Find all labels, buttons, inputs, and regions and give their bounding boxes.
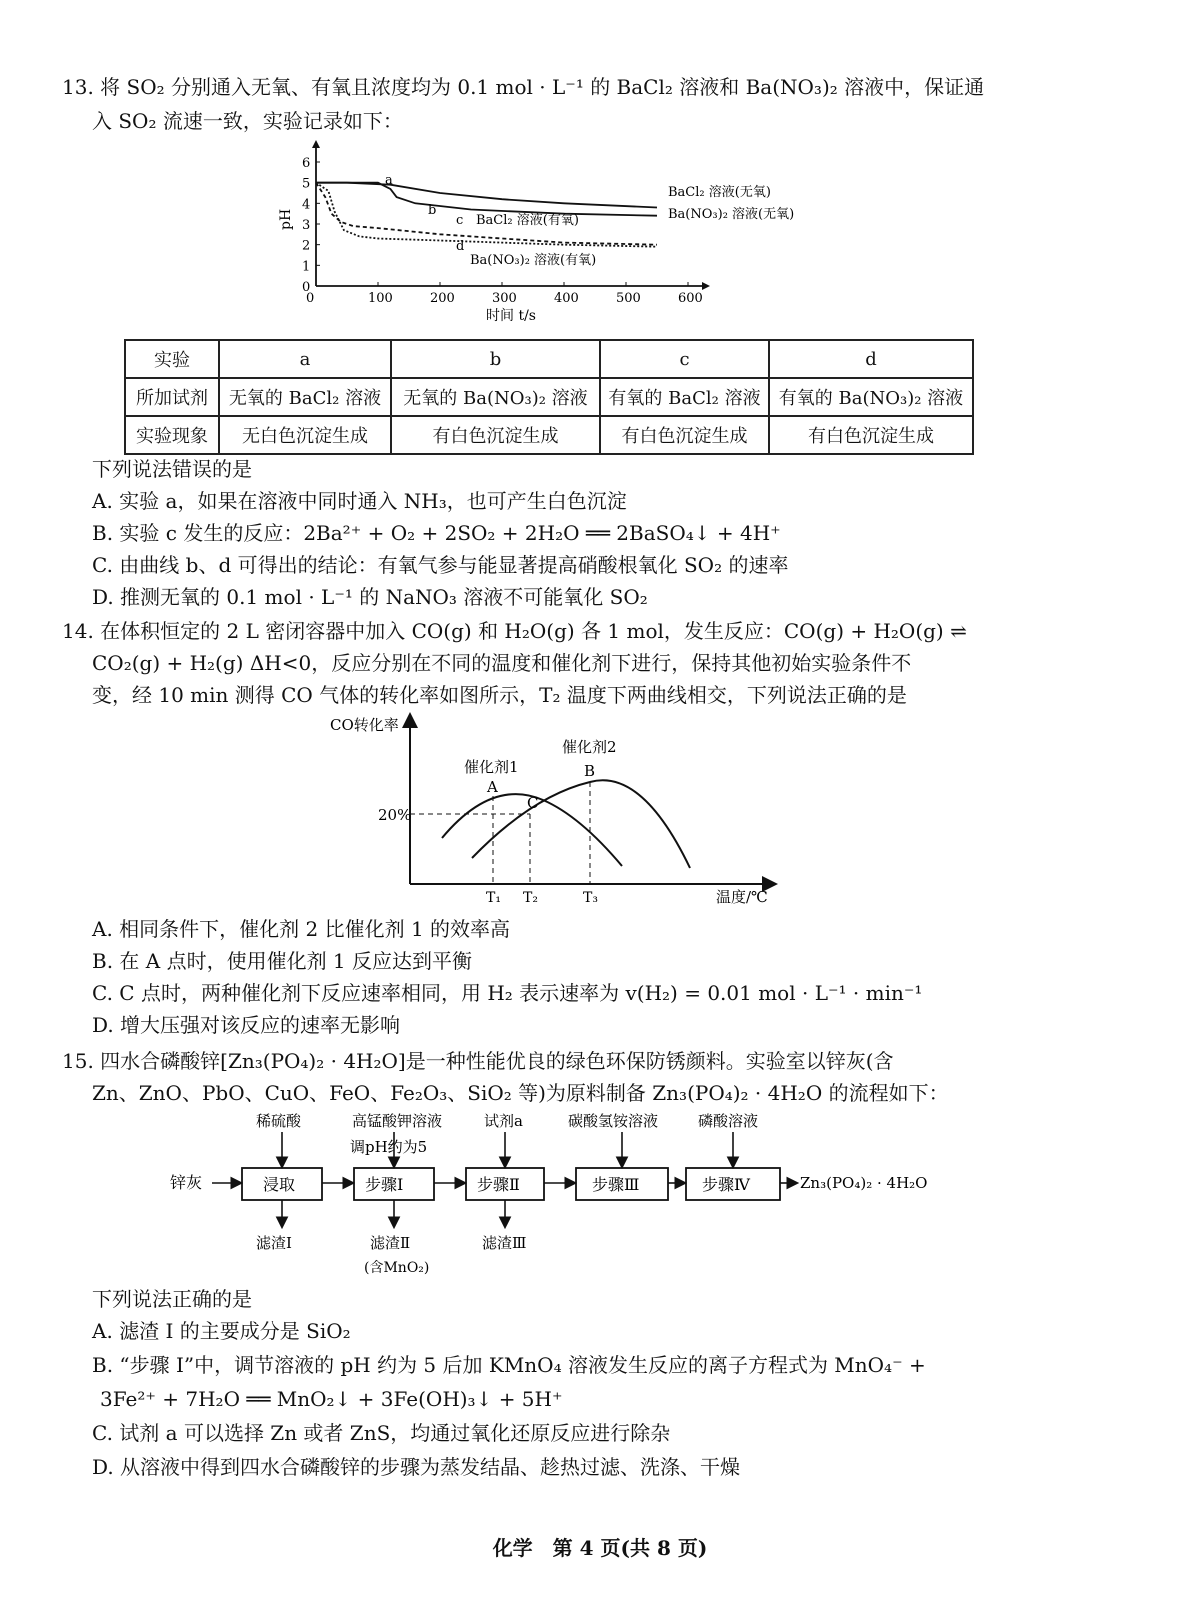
point-label-b: B [584, 762, 596, 780]
x-tick-label-t1: T₁ [486, 890, 501, 906]
flow-box-label: 浸取 [263, 1175, 296, 1194]
y-tick-label: 3 [302, 218, 311, 233]
q15-stem-line1: 15. 四水合磷酸锌[Zn₃(PO₄)₂ · 4H₂O]是一种性能优良的绿色环保防锈颜料。实验室以锌灰(含 [62, 1049, 894, 1073]
y-tick-label: 1 [302, 259, 311, 275]
flow-residue-1: 滤渣Ⅰ [256, 1234, 292, 1252]
series-line-b [316, 183, 657, 216]
x-tick-label-t2: T₂ [523, 890, 538, 906]
flow-input-kmno4: 高锰酸钾溶液 [352, 1112, 443, 1130]
table-cell: 无氧的 Ba(NO₃)₂ 溶液 [391, 378, 600, 416]
series-letter-b: b [428, 203, 437, 218]
series-label-catalyst2: 催化剂2 [562, 738, 617, 756]
q15-option-b: B. “步骤 Ⅰ”中，调节溶液的 pH 约为 5 后加 KMnO₄ 溶液发生反应的离子方程式为 MnO₄⁻ + [92, 1353, 926, 1377]
process-flow-diagram [160, 1108, 1000, 1280]
series-name-b: Ba(NO₃)₂ 溶液(无氧) [668, 207, 795, 222]
q15-option-c: C. 试剂 a 可以选择 Zn 或者 ZnS，均通过氧化还原反应进行除杂 [92, 1421, 671, 1445]
flow-input-h3po4: 磷酸溶液 [698, 1112, 759, 1130]
flow-input-reagent-a: 试剂a [484, 1112, 523, 1130]
q15-option-a: A. 滤渣 Ⅰ 的主要成分是 SiO₂ [92, 1319, 351, 1343]
q13-stem-line2: 入 SO₂ 流速一致，实验记录如下： [92, 109, 403, 133]
y-tick-label: 0 [302, 280, 311, 295]
q13-option-c: C. 由曲线 b、d 可得出的结论：有氧气参与能显著提高硝酸根氧化 SO₂ 的速率 [92, 553, 789, 577]
series-letter-c: c [456, 213, 464, 228]
q13-prompt: 下列说法错误的是 [92, 457, 252, 481]
table-cell: 实验现象 [125, 416, 219, 454]
q14-option-b: B. 在 A 点时，使用催化剂 1 反应达到平衡 [92, 949, 473, 973]
series-label-catalyst1: 催化剂1 [464, 758, 519, 776]
point-label-c: C [527, 794, 539, 812]
table-cell: 有白色沉淀生成 [769, 416, 973, 454]
flow-residue-3: 滤渣Ⅲ [482, 1234, 527, 1252]
q15-prompt: 下列说法正确的是 [92, 1287, 252, 1311]
table-header-row [125, 340, 973, 378]
q14-stem-line3: 变，经 10 min 测得 CO 气体的转化率如图所示，T₂ 温度下两曲线相交，下列说法正确的是 [92, 683, 907, 707]
q15-option-d: D. 从溶液中得到四水合磷酸锌的步骤为蒸发结晶、趁热过滤、洗涤、干燥 [92, 1455, 741, 1479]
table-cell: b [391, 340, 600, 378]
series-letter-a: a [385, 173, 393, 188]
table-cell: 有氧的 BaCl₂ 溶液 [600, 378, 769, 416]
q13-option-a: A. 实验 a，如果在溶液中同时通入 NH₃，也可产生白色沉淀 [92, 489, 627, 513]
x-tick-label: 500 [616, 291, 641, 306]
table-cell: c [600, 340, 769, 378]
table-cell: 无白色沉淀生成 [219, 416, 391, 454]
x-axis-label: 温度/℃ [716, 888, 768, 906]
q15-option-b-cont: 3Fe²⁺ + 7H₂O ══ MnO₂↓ + 3Fe(OH)₃↓ + 5H⁺ [100, 1387, 563, 1411]
flow-start-label: 锌灰 [170, 1173, 203, 1192]
ph-time-chart [270, 140, 830, 330]
y-tick-label: 20% [378, 806, 412, 824]
y-tick-label: 2 [302, 238, 311, 254]
series-name-c: BaCl₂ 溶液(有氧) [476, 213, 579, 228]
flow-residue-2-note: (含MnO₂) [364, 1260, 430, 1276]
table-row [125, 416, 973, 454]
q14-stem-line1: 14. 在体积恒定的 2 L 密闭容器中加入 CO(g) 和 H₂O(g) 各 1 mol，发生反应：CO(g) + H₂O(g) ⇌ [62, 619, 967, 643]
y-tick-label: 6 [302, 156, 311, 171]
table-cell: 有白色沉淀生成 [391, 416, 600, 454]
y-tick-label: 4 [302, 197, 311, 213]
x-axis-arrow [702, 282, 710, 290]
x-tick-label-t3: T₃ [583, 890, 598, 906]
co-conversion-chart [330, 712, 790, 908]
flow-box-label: 步骤Ⅳ [702, 1175, 750, 1194]
x-tick-label: 600 [678, 291, 703, 306]
x-tick-label: 200 [430, 291, 455, 306]
table-cell: 有氧的 Ba(NO₃)₂ 溶液 [769, 378, 973, 416]
y-axis-label: CO转化率 [330, 716, 399, 734]
table-cell: d [769, 340, 973, 378]
flow-input-nh4hco3: 碳酸氢铵溶液 [568, 1112, 659, 1130]
x-tick-label: 0 [306, 291, 315, 306]
table-cell: 所加试剂 [125, 378, 219, 416]
flow-box-label: 步骤Ⅲ [592, 1175, 640, 1194]
series-line-a [316, 183, 657, 208]
q14-option-a: A. 相同条件下，催化剂 2 比催化剂 1 的效率高 [92, 917, 511, 941]
q13-stem-line1: 13. 将 SO₂ 分别通入无氧、有氧且浓度均为 0.1 mol · L⁻¹ 的 BaCl₂ 溶液和 Ba(NO₃)₂ 溶液中，保证通 [62, 75, 985, 99]
q14-stem-line2: CO₂(g) + H₂(g) ΔH<0，反应分别在不同的温度和催化剂下进行，保持其他初始实验条件不 [92, 651, 912, 675]
series-name-d: Ba(NO₃)₂ 溶液(有氧) [470, 253, 597, 268]
table-cell: 实验 [125, 340, 219, 378]
table-cell: a [219, 340, 391, 378]
q15-stem-line2: Zn、ZnO、PbO、CuO、FeO、Fe₂O₃、SiO₂ 等)为原料制备 Zn₃(PO₄)₂ · 4H₂O 的流程如下： [92, 1081, 949, 1105]
experiment-table [124, 339, 974, 455]
flow-input-dilute-acid: 稀硫酸 [256, 1112, 302, 1130]
series-name-a: BaCl₂ 溶液(无氧) [668, 185, 771, 200]
x-tick-label: 400 [554, 291, 579, 306]
flow-box-label: 步骤Ⅰ [365, 1175, 404, 1194]
x-tick-label: 300 [492, 291, 517, 306]
y-axis-label: pH [278, 208, 294, 230]
x-axis-label: 时间 t/s [486, 308, 536, 324]
y-axis-arrow [312, 140, 320, 148]
flow-input-ph: 调pH约为5 [350, 1138, 428, 1156]
flow-residue-2: 滤渣Ⅱ [370, 1234, 411, 1252]
q14-option-d: D. 增大压强对该反应的速率无影响 [92, 1013, 401, 1037]
table-cell: 有白色沉淀生成 [600, 416, 769, 454]
flow-product-label: Zn₃(PO₄)₂ · 4H₂O [800, 1174, 928, 1192]
point-label-a: A [487, 778, 498, 796]
flow-box-label: 步骤Ⅱ [477, 1175, 520, 1194]
q13-option-b: B. 实验 c 发生的反应：2Ba²⁺ + O₂ + 2SO₂ + 2H₂O ══ 2BaSO₄↓ + 4H⁺ [92, 521, 781, 545]
q13-option-d: D. 推测无氧的 0.1 mol · L⁻¹ 的 NaNO₃ 溶液不可能氧化 SO₂ [92, 585, 648, 609]
page-footer: 化学 第 4 页(共 8 页) [492, 1536, 708, 1560]
table-row [125, 378, 973, 416]
y-tick-label: 5 [302, 176, 311, 192]
x-tick-label: 100 [368, 291, 393, 306]
q14-option-c: C. C 点时，两种催化剂下反应速率相同，用 H₂ 表示速率为 v(H₂) = 0.01 mol · L⁻¹ · min⁻¹ [92, 981, 923, 1005]
series-letter-d: d [456, 239, 465, 254]
table-cell: 无氧的 BaCl₂ 溶液 [219, 378, 391, 416]
